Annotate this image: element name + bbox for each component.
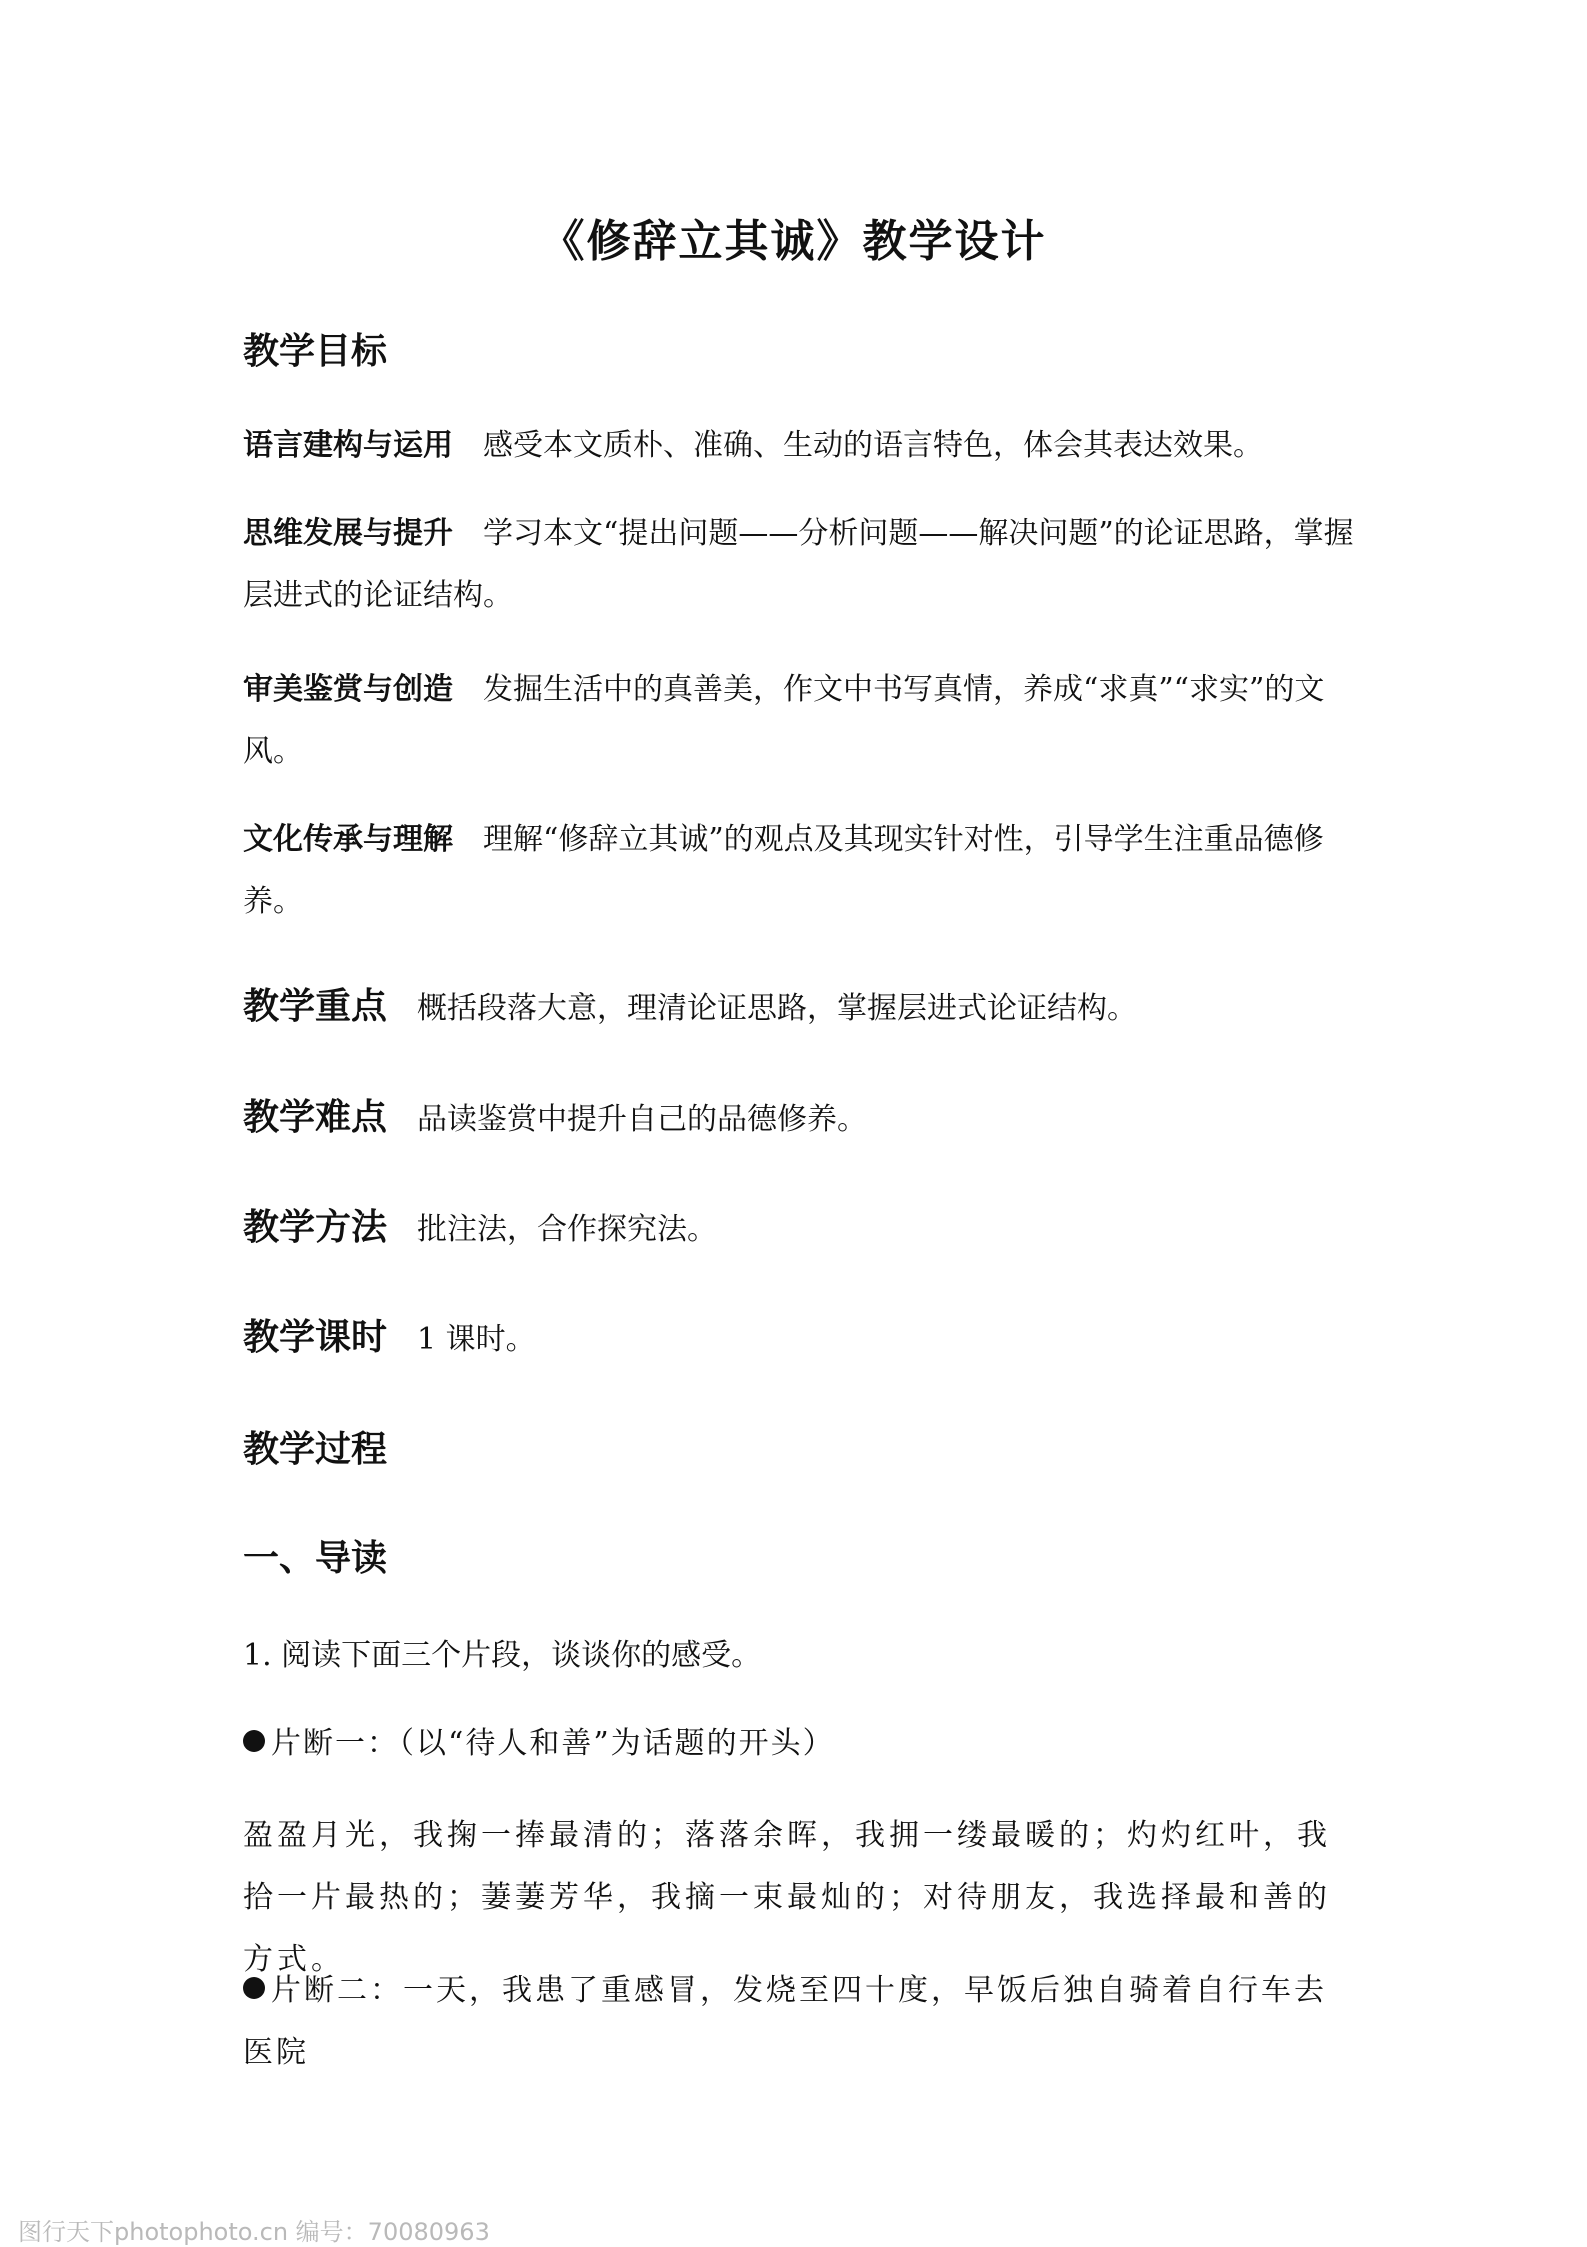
fragment-1-title: [243, 1713, 1355, 1775]
goal-item-1: [243, 415, 1355, 477]
goal-label: 语言建构与运用: [243, 428, 453, 463]
goal-item-4: [243, 809, 1355, 933]
difficulty-text: 品读鉴赏中提升自己的品德修养。: [417, 1102, 868, 1137]
method: [243, 1199, 717, 1250]
key-point: [243, 978, 1137, 1029]
section-heading-daodu: 一、导读: [243, 1537, 388, 1579]
fragment-2: [243, 1960, 1355, 2084]
document-title: 《修辞立其诚》教学设计: [540, 216, 1047, 267]
goal-label: 审美鉴赏与创造: [243, 672, 453, 707]
key-point-text: 概括段落大意，理清论证思路，掌握层进式论证结构。: [417, 991, 1138, 1026]
fragment-1-title-text: 片断一：（以“待人和善”为话题的开头）: [271, 1726, 835, 1761]
goal-text: 感受本文质朴、准确、生动的语言特色，体会其表达效果。: [483, 428, 1263, 463]
goal-text: 理解“修辞立其诚”的观点及其现实针对性，引导学生注重品德修养。: [243, 822, 1324, 919]
goal-label: 思维发展与提升: [243, 516, 453, 551]
watermark: 图行天下photophoto.cn 编号：70080963: [18, 2218, 490, 2246]
key-point-label: 教学重点: [243, 985, 388, 1027]
goal-text: 发掘生活中的真善美，作文中书写真情，养成“求真”“求实”的文风。: [243, 672, 1325, 769]
goal-item-2: [243, 503, 1355, 627]
task-1: 1. 阅读下面三个片段，谈谈你的感受。: [243, 1638, 762, 1673]
goal-item-3: [243, 659, 1355, 783]
class-hours: [243, 1309, 536, 1360]
method-label: 教学方法: [243, 1206, 388, 1248]
goal-label: 文化传承与理解: [243, 822, 453, 857]
fragment-2-text: 片断二：一天，我患了重感冒，发烧至四十度，早饭后独自骑着自行车去医院: [243, 1973, 1327, 2070]
difficulty: [243, 1089, 867, 1140]
difficulty-label: 教学难点: [243, 1096, 388, 1138]
class-hours-label: 教学课时: [243, 1316, 388, 1358]
class-hours-text: 1 课时。: [417, 1322, 536, 1357]
process-heading: 教学过程: [243, 1428, 388, 1470]
method-text: 批注法，合作探究法。: [417, 1212, 718, 1247]
goal-text: 学习本文“提出问题——分析问题——解决问题”的论证思路，掌握层进式的论证结构。: [243, 516, 1354, 613]
fragment-1-text: 盈盈月光，我掬一捧最清的；落落余晖，我拥一缕最暖的；灼灼红叶，我拾一片最热的；萋萋芳华，我摘一束最灿的；对待朋友，我选择最和善的方式。: [243, 1818, 1331, 1977]
bullet-icon: [243, 1977, 265, 1999]
bullet-icon: [243, 1730, 265, 1752]
goals-heading: 教学目标: [243, 330, 388, 372]
